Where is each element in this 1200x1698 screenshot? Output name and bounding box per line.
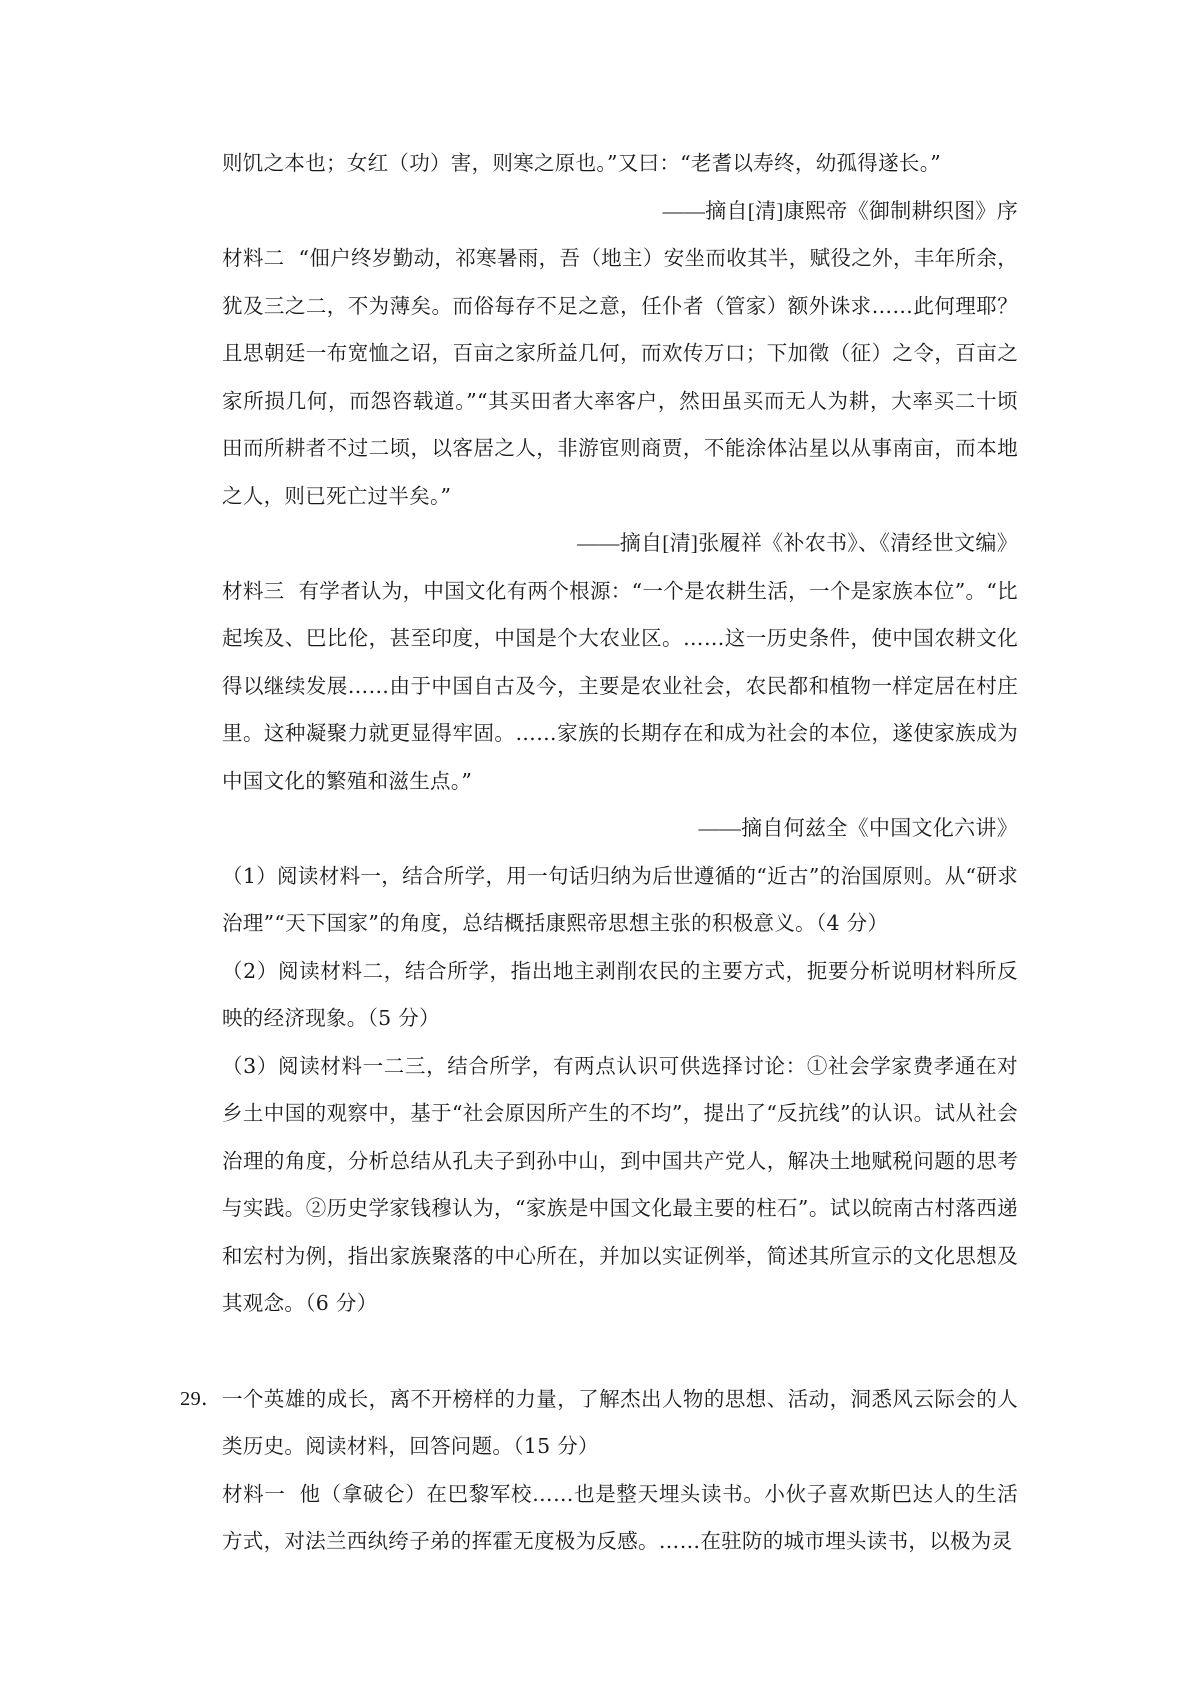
material-two-source: ——摘自[清]张履祥《补农书》、《清经世文编》 [577, 531, 1018, 555]
question-1: （1）阅读材料一，结合所学，用一句话归纳为后世遵循的“近古”的治国原则。从“研求治理”“天下国家”的角度，总结概括康熙帝思想主张的积极意义。（4 分） [222, 863, 1018, 935]
material-three-text: 有学者认为，中国文化有两个根源：“一个是农耕生活，一个是家族本位”。“比起埃及、巴比伦，甚至印度，中国是个大农业区。……这一历史条件，使中国农耕文化得以继续发展……由于中国自古及今，主要是农业社会，农民都和植物一样定居在村庄里。这种凝聚力就更显得牢固。……家族的长期存在和成为社会的本位，遂使家族成为中国文化的繁殖和滋生点。” [222, 578, 1018, 793]
question-29-material-one-text: 他（拿破仑）在巴黎军校……也是整天埋头读书。小伙子喜欢斯巴达人的生活方式，对法兰西纨绔子弟的挥霍无度极为反感。……在驻防的城市埋头读书，以极为灵 [222, 1481, 1018, 1553]
material-three-source: ——摘自何兹全《中国文化六讲》 [698, 816, 1018, 840]
material-two-text: “佃户终岁勤动，祁寒暑雨，吾（地主）安坐而收其半，赋役之外，丰年所余，犹及三之二，不为薄矣。而俗每存不足之意，任仆者（管家）额外诛求……此何理耶？且思朝廷一布宽恤之诏，百亩之家所益几何，而欢传万口；下加徵（征）之令，百亩之家所损几何，而怨咨载道。”“其买田者大率客户，然田虽买而无人为耕，大率买二十顷田而所耕者不过二顷，以客居之人，非游宦则商贾，不能涂体沾星以从事南亩，而本地之人，则已死亡过半矣。” [222, 246, 1018, 508]
question-29 [180, 1376, 1018, 1471]
material-three [222, 568, 1018, 806]
question-29-material-one-label: 材料一 [222, 1481, 286, 1506]
material-three-label: 材料三 [222, 578, 285, 603]
question-3: （3）阅读材料一二三，结合所学，有两点认识可供选择讨论：①社会学家费孝通在对乡土中国的观察中，基于“社会原因所产生的不均”，提出了“反抗线”的认识。试从社会治理的角度，分析总结从孔夫子到孙中山，到中国共产党人，解决土地赋税问题的思考与实践。②历史学家钱穆认为，“家族是中国文化最主要的柱石”。试以皖南古村落西递和宏村为例，指出家族聚落的中心所在，并加以实证例举，简述其所宣示的文化思想及其观念。（6 分） [222, 1053, 1018, 1315]
question-2: （2）阅读材料二，结合所学，指出地主剥削农民的主要方式，扼要分析说明材料所反映的经济现象。（5 分） [222, 958, 1018, 1030]
material-two [222, 235, 1018, 520]
question-29-material-one [222, 1471, 1018, 1566]
question-29-number: 29． [180, 1387, 222, 1410]
material-one-source: ——摘自[清]康熙帝《御制耕织图》序 [662, 198, 1018, 223]
material-two-label: 材料二 [222, 246, 285, 270]
question-29-stem: 一个英雄的成长，离不开榜样的力量，了解杰出人物的思想、活动，洞悉风云际会的人类历史。阅读材料，回答问题。（15 分） [222, 1386, 1018, 1458]
material-one-continuation: 则饥之本也；女红（功）害，则寒之原也。”又曰：“老耆以寿终，幼孤得遂长。” [222, 151, 942, 175]
page-content [180, 140, 1018, 1566]
section-gap [222, 1328, 1018, 1376]
